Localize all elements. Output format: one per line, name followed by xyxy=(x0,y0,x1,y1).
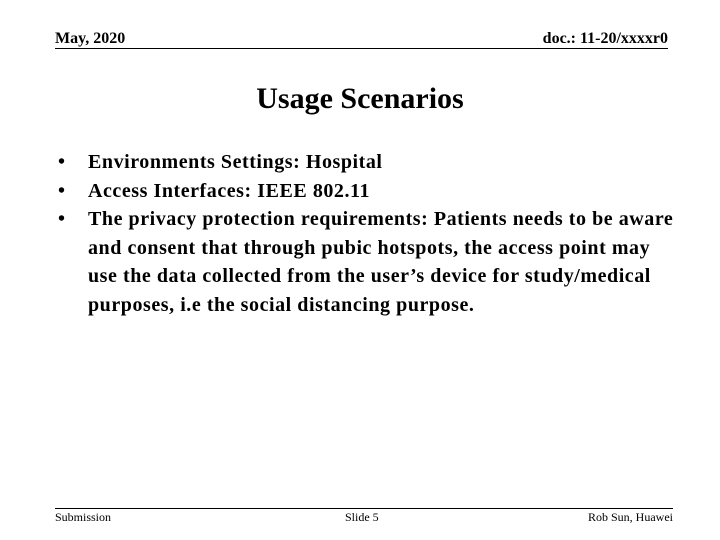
bullet-text: The privacy protection requirements: Patients needs to be aware and consent that through pubic hotspots, the access point may use the data collected from the user’s device for study/medical purposes, i.e the social distancing purpose. xyxy=(88,208,674,316)
bullet-item xyxy=(58,205,678,319)
footer-slide-number: Slide 5 xyxy=(345,510,379,524)
header-doc-id: doc.: 11-20/xxxxr0 xyxy=(542,30,668,47)
bullet-icon: • xyxy=(58,151,66,173)
bullet-item xyxy=(58,148,678,177)
bullet-list xyxy=(58,148,678,319)
header-date: May, 2020 xyxy=(55,30,126,47)
bullet-icon: • xyxy=(58,179,66,202)
slide-title: Usage Scenarios xyxy=(256,82,464,115)
bullet-text: Environments Settings: Hospital xyxy=(88,151,383,173)
footer-submission: Submission xyxy=(55,510,112,524)
bullet-item xyxy=(58,177,678,206)
header-divider xyxy=(55,48,668,49)
bullet-text: Access Interfaces: IEEE 802.11 xyxy=(88,179,371,202)
bullet-icon: • xyxy=(58,208,66,230)
footer-author: Rob Sun, Huawei xyxy=(588,510,673,524)
footer-divider xyxy=(55,508,673,509)
